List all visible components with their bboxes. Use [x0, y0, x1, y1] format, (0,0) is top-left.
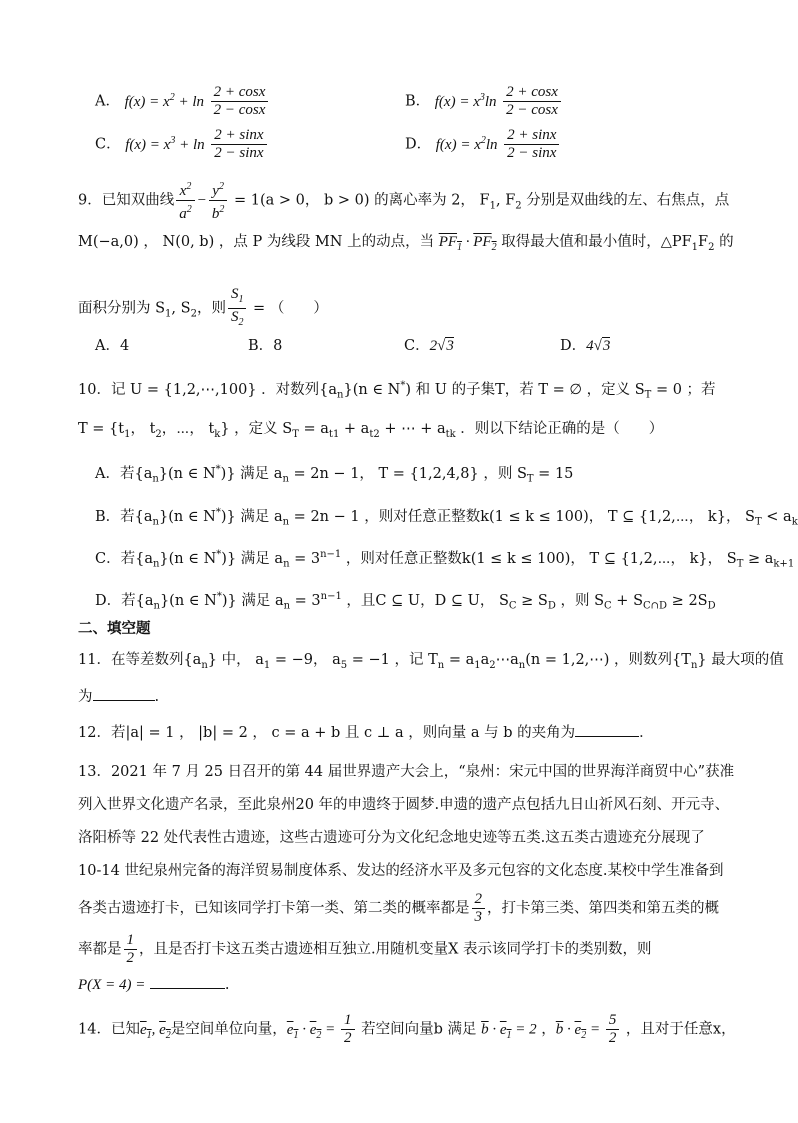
q13-line-6: 率都是 $\frac{1}{2}$ ，且是否打卡这五类古遗迹相互独立.用随机变量X 表示该同学打卡的类别数，则	[78, 932, 652, 966]
q13-line-1: 13．2021 年 7 月 25 日召开的第 44 届世界遗产大会上，“泉州：宋元中国的世界海洋商贸中心”获准	[78, 764, 735, 780]
q13-line-5: 各类古遗迹打卡，已知该同学打卡第一类、第二类的概率都是 $\frac{2}{3}$ ，打卡第三类、第四类和第五类的概	[78, 891, 719, 925]
q8-option-c: C． $f(x) = x^3 + \ln$ $\frac{2 + \sin x}{2 - \sin x}$	[95, 127, 269, 162]
q12-answer-blank[interactable]	[575, 722, 639, 737]
q10-line-2: $T = \{t_1$， $t_2$，⋯， $t_k$} ，定义 $S_T = a_{t1} + a_{t2}$ + ⋯ + $a_{tk}$ ．则以下结论正确的是（ ）	[78, 421, 664, 440]
q13-line-7: P(X = 4) = .	[78, 974, 230, 995]
q11-line-1: 11．在等差数列$\{a_n\}$ 中， $a_1 = -9$， $a_5 = -1$ ，记 $T_n$ = $a_1a_2\cdots a_n(n$ = 1,2,⋯) ，则数列$\{T_n\}$ 最大项的值	[78, 652, 784, 671]
q11-line-2: 为 .	[78, 686, 159, 707]
q11-answer-blank[interactable]	[93, 686, 155, 701]
q10-line-1: 10．记 U = {1,2,⋯,100} ．对数列$\{a_n\}(n$ ∈ N*) 和 U 的子集T，若 T = ∅ ，定义 $S_T = 0$ ；若	[78, 380, 716, 401]
q9-option-d: D．4√3	[560, 338, 611, 354]
q10-option-d: D．若$\{a_n\}(n$ ∈ N*)} 满足 $a_n = 3^{n-1}$ ，且C ⊆ U，D ⊆ U， $S_C \ge S_D$ ，则 $S_C + S_{C\cap D} \ge 2S_D$	[95, 591, 716, 612]
q13-line-2: 列入世界文化遗产名录，至此泉州20 年的申遗终于圆梦.申遗的遗产点包括九日山祈风石刻、开元寺、	[78, 797, 730, 813]
q9-line-1: 9．已知双曲线 $\frac{x^2}{a^2}$ − $\frac{y^2}{b^2}$ = 1(a > 0， b > 0) 的离心率为 2， $F_1$, $F_2$ 分别是双曲线的左、右焦点，点	[78, 178, 729, 223]
q14-line: 14．已知$e_1$, $e_2$是空间单位向量，$e_1 \cdot e_2$ = $\frac{1}{2}$ 若空间向量b 满足 $\overline{b} \cdot e_1 = 2$ ，$\overline{b} \cdot e_2$ = $\frac{5}{2}$ ，且对于任意x，	[78, 1012, 736, 1046]
q10-option-b: B．若$\{a_n\}(n$ ∈ N*)} 满足 $a_n = 2n - 1$ ，则对任意正整数k(1 ≤ k ≤ 100)， T ⊆ {1,2,⋯， k}， $S_T < a_k$	[95, 507, 798, 528]
q9-option-c: C．2√3	[404, 338, 454, 354]
q10-option-c: C．若$\{a_n\}(n$ ∈ N*)} 满足 $a_n = 3^{n-1}$ ，则对任意正整数k(1 ≤ k ≤ 100)， T ⊆ {1,2,⋯， k}， $S_T \ge a_{k+1}$	[95, 549, 795, 570]
q12-line: 12．若|a| = 1 ， |b| = 2 ， c = a + b 且 c ⊥ a ，则向量 a 与 b 的夹角为 ．	[78, 722, 654, 743]
q8-option-d: D． $f(x) = x^2\ln$ $\frac{2 + \sin x}{2 - \sin x}$	[405, 127, 561, 162]
q9-line-3: 面积分别为 $S_1$, $S_2$，则 $\frac{S_1}{S_2}$ = （ ）	[78, 286, 328, 328]
q13-line-4: 10-14 世纪泉州完备的海洋贸易制度体系、发达的经济水平及多元包容的文化态度.某校中学生准备到	[78, 863, 724, 879]
q8-option-b: B． $f(x) = x^3\ln$ $\frac{2 + \cos x}{2 - \cos x}$	[405, 84, 563, 119]
section-heading: 二、填空题	[78, 621, 151, 637]
q9-option-a: A．4	[95, 338, 130, 354]
q13-line-3: 洛阳桥等 22 处代表性古遗迹，这些古遗迹可分为文化纪念地史迹等五类.这五类古遗迹充分展现了	[78, 830, 705, 846]
q10-option-a: A．若$\{a_n\}(n$ ∈ N*)} 满足 $a_n = 2n - 1$， T = {1,2,4,8} ，则 $S_T = 15$	[95, 464, 574, 485]
q13-answer-blank[interactable]	[150, 974, 225, 989]
q8-option-a: A． $f(x) = x^2 + \ln$ $\frac{2 + \cos x}{2 - \cos x}$	[95, 84, 270, 119]
q9-line-2: M(−a,0) ， N(0, b) ，点 P 为线段 MN 上的动点，当 $PF_1 \cdot PF_2$ 取得最大值和最小值时，$\triangle PF_1F_2$ 的	[78, 234, 734, 253]
q9-option-b: B．8	[248, 338, 283, 354]
